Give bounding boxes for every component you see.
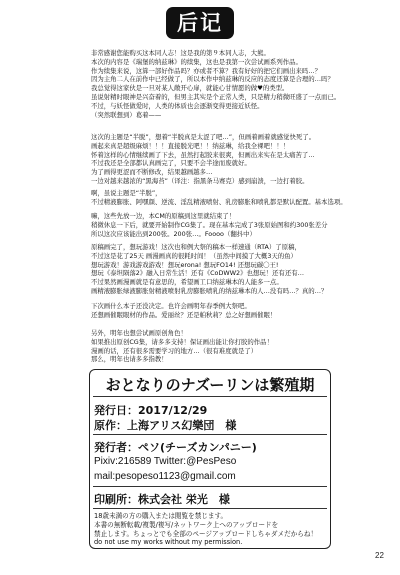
text-line: 虽说射精时眼神是兴奋着的，但男主其实是个正常人类，只是精力稍微旺盛了一点而已。 <box>91 92 341 101</box>
divider <box>93 486 327 487</box>
notice-line: do not use my works without my permission. <box>94 538 243 547</box>
text-line: 嘛，这些先放一边，本CM的原稿到这里就结束了！ <box>91 212 236 220</box>
text-line: 原稿画完了，想玩游戏！这次也和例大祭的稿本一样速通（RTA）了原稿， <box>91 243 301 251</box>
divider <box>93 396 327 397</box>
text-line: 我总觉得这家伙是一旦对某人敞开心扉，就能心甘情愿的做♥的类型。 <box>91 84 289 93</box>
colophon-box <box>89 369 331 549</box>
text-line: 那么，明年也请多多指教！ <box>91 355 168 364</box>
divider <box>93 434 327 435</box>
text-line: 不过果然画漫画就是有意思的，希望画工口纳兹琳本的人能多一点。 <box>91 278 283 287</box>
notice-line: 本書の無断転載/複製/複写/ネットワーク上へのアップロードを <box>94 520 279 529</box>
text-line: 这次的主题是“半脱”，想着“半脱真是太涩了吧…”，但画着画着就感觉快死了。 <box>91 133 316 141</box>
notice-line: 18歳未満の方の購入または閲覧を禁じます。 <box>94 512 228 520</box>
publisher: 発行者：ペソ(チーズカンパニー) <box>94 441 257 454</box>
text-line: 还想画催眠眼材的作品。爱丽丝？还是帕秋莉？总之好想画催眠！ <box>91 310 277 319</box>
paragraph-next-book <box>91 302 276 320</box>
social-handles: Pixiv:216589 Twitter:@PesPeso <box>94 456 237 467</box>
paragraph-options <box>91 189 347 207</box>
divider <box>93 508 327 509</box>
paragraph-intro <box>91 49 340 119</box>
text-line: 不过我还是全部都认真画完了，只要不会半途而废就好。 <box>91 159 251 168</box>
text-line: 因为主角二人在前作中已经做了，所以本作中纳兹琳的反应的态度还算是合理的…吗？ <box>91 75 334 84</box>
text-line: 画精液膨胀绿液膨胀射精液喷射乳房膨胀喷乳的纳兹琳本的人…没有吗…？真的…？ <box>91 286 328 295</box>
paragraph-closing <box>91 329 273 364</box>
text-line: 想玩游戏！游戏游戏游戏！想玩erona! 想玩FO14! 还想玩碳〇王! <box>91 260 279 269</box>
text-line: 啊，虽说主题是“半脱”， <box>91 189 162 197</box>
text-line: 不过，与妖怪做爱时，人类的体质也会逐渐变得更接近妖怪。 <box>91 101 264 110</box>
paragraph-games <box>91 243 327 296</box>
text-line: 一边对越来越浓的“黑海苔”（译注：指黑条马赛克）感到崩溃，一边打着胶。 <box>91 176 309 185</box>
text-line: 另外，明年也想尝试画原创角色！ <box>91 329 187 337</box>
book-title: おとなりのナズーリンは繁殖期 <box>105 376 315 394</box>
afterword-title: 后记 <box>166 7 234 39</box>
text-line: （突然联想到）葛着—— <box>91 110 162 119</box>
text-line: 本次的内容是《瑞堡的纳兹琳》的续集，这也是我第一次尝试画系列作品。 <box>91 57 302 66</box>
text-line: 为了画得更涩而不断修改，结果越画越多… <box>91 168 213 177</box>
issue-date: 発行日：2017/12/29 <box>94 404 208 417</box>
contact-mail: mail:pesopeso1123@gmail.com <box>94 471 236 482</box>
text-line: 不过精液膨胀、阿嘿颜、逆流、淫乱精液喷射、乳房膨胀和喷乳都是默认配置。基本选项。 <box>91 197 347 206</box>
text-line: 非常感谢您能购买这本同人志！这是我的第９本同人志，大熊。 <box>91 49 270 57</box>
text-line: 作为续集来说，这算一部好作品吗？亦或者不算？我有好好的把它们画出来吗…？ <box>91 66 322 75</box>
paragraph-cg-collection <box>91 212 328 238</box>
text-line: 想玩《泰坦陨落2》融入日常生活！还有《CoDWW2》也想玩！还有还有… <box>91 269 304 278</box>
text-line: 如果推出原创CG集，请多多支持！保证画出能让你打胶的作品！ <box>91 337 273 346</box>
text-line: 不过这是花了25天 画漫画真的很耗时间！（虽然中间摸了大概3天的鱼） <box>91 251 297 260</box>
text-line: 所以这次应该能出到200张。200张…。Foooo（翻抖中） <box>91 229 256 238</box>
printer: 印刷所：株式会社 栄光 様 <box>94 493 230 506</box>
text-line: 怀着这样的心情继续画了下去，虽然打起胶来很爽，但画出来实在是太痛苦了… <box>91 150 315 159</box>
text-line: 漫画的话，还有很多需要学习的地方…（很有难度就是了） <box>91 346 258 355</box>
paragraph-theme <box>91 133 315 186</box>
text-line: 画起来真是超级麻烦！！！直接脱光吧！！纳兹琳，给我全裸吧！！！ <box>91 141 290 150</box>
notice-line: 禁止します。ちょっとでも全部のページアップロードしちゃダメだからね！ <box>94 529 318 538</box>
legal-notices <box>94 512 317 547</box>
original-work: 原作：上海アリス幻樂団 様 <box>94 419 237 432</box>
text-line: 稍微休息一下后，就要开始制作CG集了。现在基本完成了3张原始图和约300张差分 <box>91 220 328 229</box>
text-line: 下次画什么本子还没决定。也许会画明年春季例大祭吧。 <box>91 302 251 310</box>
page-number: 22 <box>375 551 384 560</box>
